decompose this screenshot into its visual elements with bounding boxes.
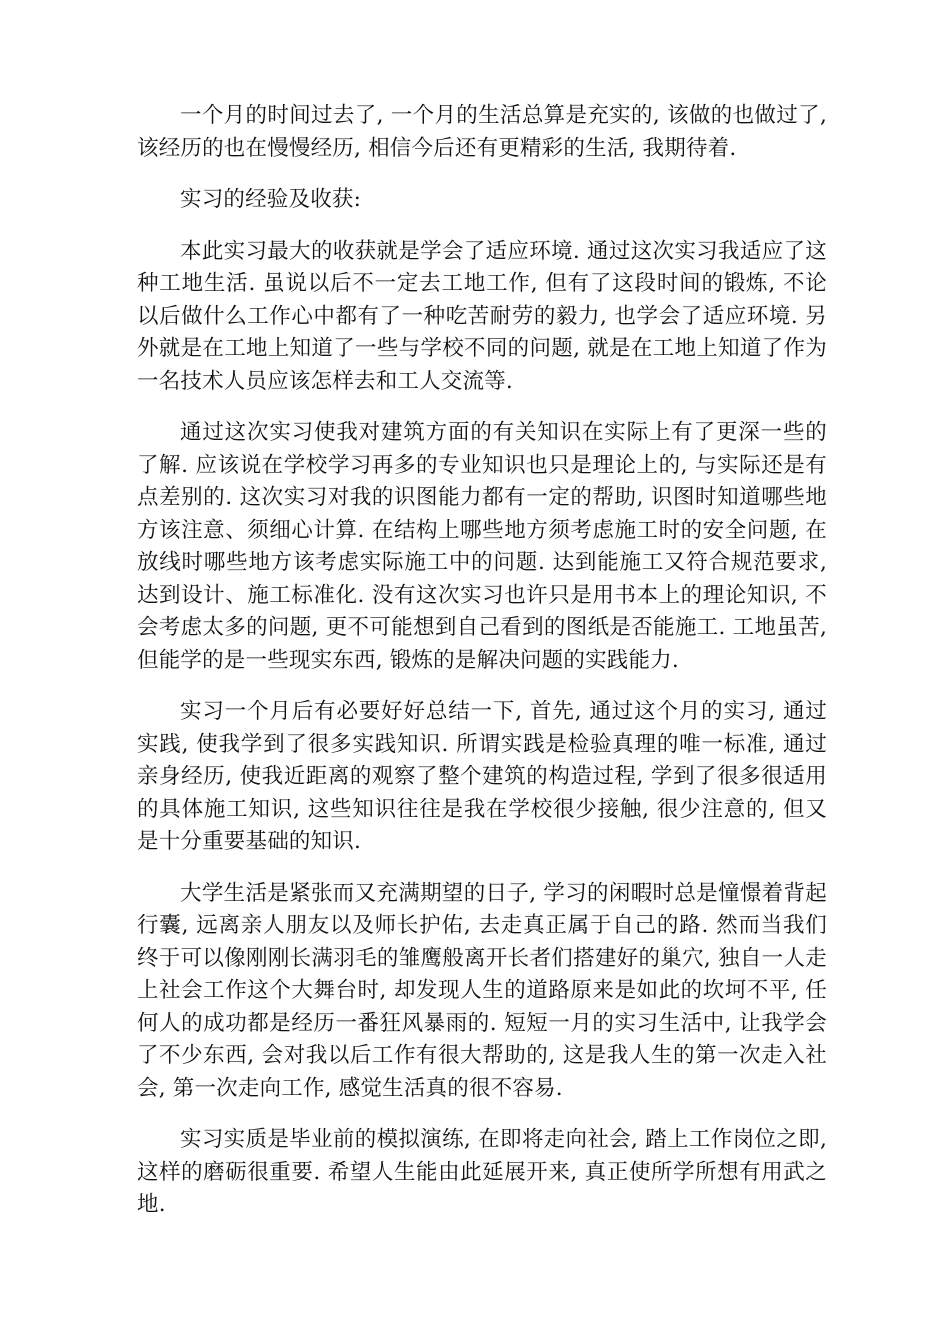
paragraph-conclusion: 实习实质是毕业前的模拟演练, 在即将走向社会, 踏上工作岗位之即, 这样的磨砺很重要. 希望人生能由此延展开来, 真正使所学所想有用武之地. [137,1127,827,1217]
document-body [137,100,827,1241]
section-heading-experience: 实习的经验及收获: [180,187,362,212]
paragraph-knowledge: 通过这次实习使我对建筑方面的有关知识在实际上有了更深一些的了解. 应该说在学校学习再多的专业知识也只是理论上的, 与实际还是有点差别的. 这次实习对我的识图能力都有一定的帮助, 识图时知道哪些地方该注意、须细心计算. 在结构上哪些地方须考虑施工时的安全问题, 在放线时哪些地方该考虑实际施工中的问题. 达到能施工又符合规范要求, 达到设计、施工标准化. 没有这次实习也许只是用书本上的理论知识, 不会考虑太多的问题, 更不可能想到自己看到的图纸是否能施工. 工地虽苦, 但能学的是一些现实东西, 锻炼的是解决问题的实践能力. [137,420,827,673]
paragraph-adaptation: 本此实习最大的收获就是学会了适应环境. 通过这次实习我适应了这种工地生活. 虽说以后不一定去工地工作, 但有了这段时间的锻炼, 不论以后做什么工作心中都有了一种吃苦耐劳的毅力, 也学会了适应环境. 另外就是在工地上知道了一些与学校不同的问题, 就是在工地上知道了作为一名技术人员应该怎样去和工人交流等. [137,238,827,394]
paragraph-intro: 一个月的时间过去了, 一个月的生活总算是充实的, 该做的也做过了, 该经历的也在慢慢经历, 相信今后还有更精彩的生活, 我期待着. [137,103,827,161]
paragraph-summary: 实习一个月后有必要好好总结一下, 首先, 通过这个月的实习, 通过实践, 使我学到了很多实践知识. 所谓实践是检验真理的唯一标准, 通过亲身经历, 使我近距离的观察了整个建筑的构造过程, 学到了很多很适用的具体施工知识, 这些知识往往是我在学校很少接触, 很少注意的, 但又是十分重要基础的知识. [137,699,827,854]
paragraph-university-life: 大学生活是紧张而又充满期望的日子, 学习的闲暇时总是憧憬着背起行囊, 远离亲人朋友以及师长护佑, 去走真正属于自己的路. 然而当我们终于可以像刚刚长满羽毛的雏鹰般离开长者们搭建好的巢穴, 独自一人走上社会工作这个大舞台时, 却发现人生的道路原来是如此的坎坷不平, 任何人的成功都是经历一番狂风暴雨的. 短短一月的实习生活中, 让我学会了不少东西, 会对我以后工作有很大帮助的, 这是我人生的第一次走入社会, 第一次走向工作, 感觉生活真的很不容易. [137,880,827,1101]
